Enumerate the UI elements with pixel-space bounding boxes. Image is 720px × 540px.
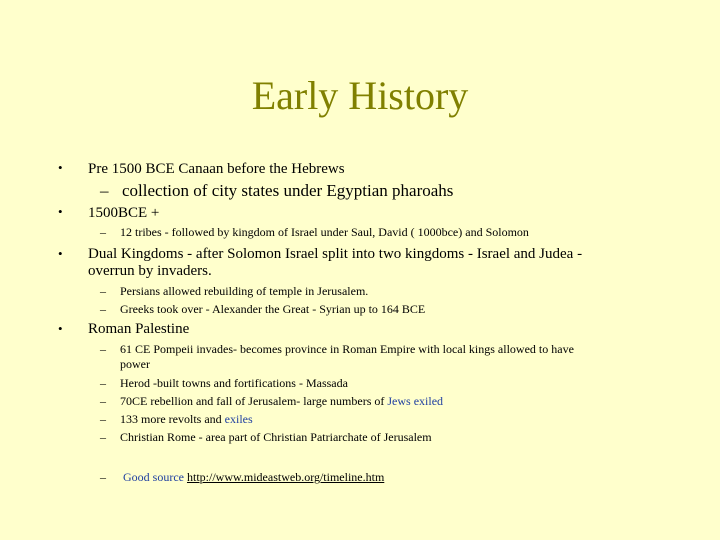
dash-icon: – [100, 302, 106, 316]
sub-bullet-text-line2: power [120, 357, 150, 371]
sub-bullet-text-plain: 70CE rebellion and fall of Jerusalem- large numbers of [120, 394, 388, 408]
dash-icon: – [100, 412, 106, 426]
dash-icon: – [100, 470, 106, 484]
dash-icon: – [100, 376, 106, 390]
sub-bullet-text-line1: 61 CE Pompeii invades- becomes province in Roman Empire with local kings allowed to have [120, 342, 574, 356]
dash-icon: – [100, 181, 109, 200]
source-label: Good source [123, 470, 187, 484]
dash-icon: – [100, 342, 106, 356]
sub-bullet-text: 12 tribes - followed by kingdom of Israel under Saul, David ( 1000bce) and Solomon [120, 225, 529, 239]
sub-bullet-text: Persians allowed rebuilding of temple in Jerusalem. [120, 284, 369, 298]
bullet-text: 1500BCE + [88, 205, 160, 221]
bullet-icon: • [58, 204, 63, 219]
source-link-text: http://www.mideastweb.org/timeline.htm [186, 470, 385, 484]
slide-title: Early History [251, 73, 469, 118]
bullet-text: Pre 1500 BCE Canaan before the Hebrews [88, 161, 345, 177]
dash-icon: – [100, 430, 106, 444]
sub-bullet-text: collection of city states under Egyptian pharoahs [122, 181, 454, 200]
bullet-text-line1: Dual Kingdoms - after Solomon Israel split into two kingdoms - Israel and Judea - [88, 246, 583, 262]
dash-icon: – [100, 284, 106, 298]
sub-bullet-text [123, 469, 384, 485]
sub-bullet-text [120, 411, 253, 427]
dash-icon: – [100, 225, 106, 239]
sub-bullet-text: Christian Rome - area part of Christian Patriarchate of Jerusalem [120, 430, 432, 444]
bullet-icon: • [58, 321, 63, 336]
source-link[interactable] [187, 470, 384, 484]
bullet-icon: • [58, 246, 63, 261]
dash-icon: – [100, 394, 106, 408]
sub-bullet-text [120, 393, 443, 409]
bullet-text: Roman Palestine [88, 321, 190, 337]
sub-bullet-text-plain: 133 more revolts and [120, 412, 225, 426]
sub-bullet-text: Greeks took over - Alexander the Great - Syrian up to 164 BCE [120, 302, 426, 316]
bullet-text-line2: overrun by invaders. [88, 263, 212, 279]
highlight-text: Jews exiled [387, 394, 444, 408]
sub-bullet-text: Herod -built towns and fortifications - Massada [120, 376, 348, 390]
highlight-text: exiles [224, 412, 253, 426]
bullet-icon: • [58, 160, 63, 175]
